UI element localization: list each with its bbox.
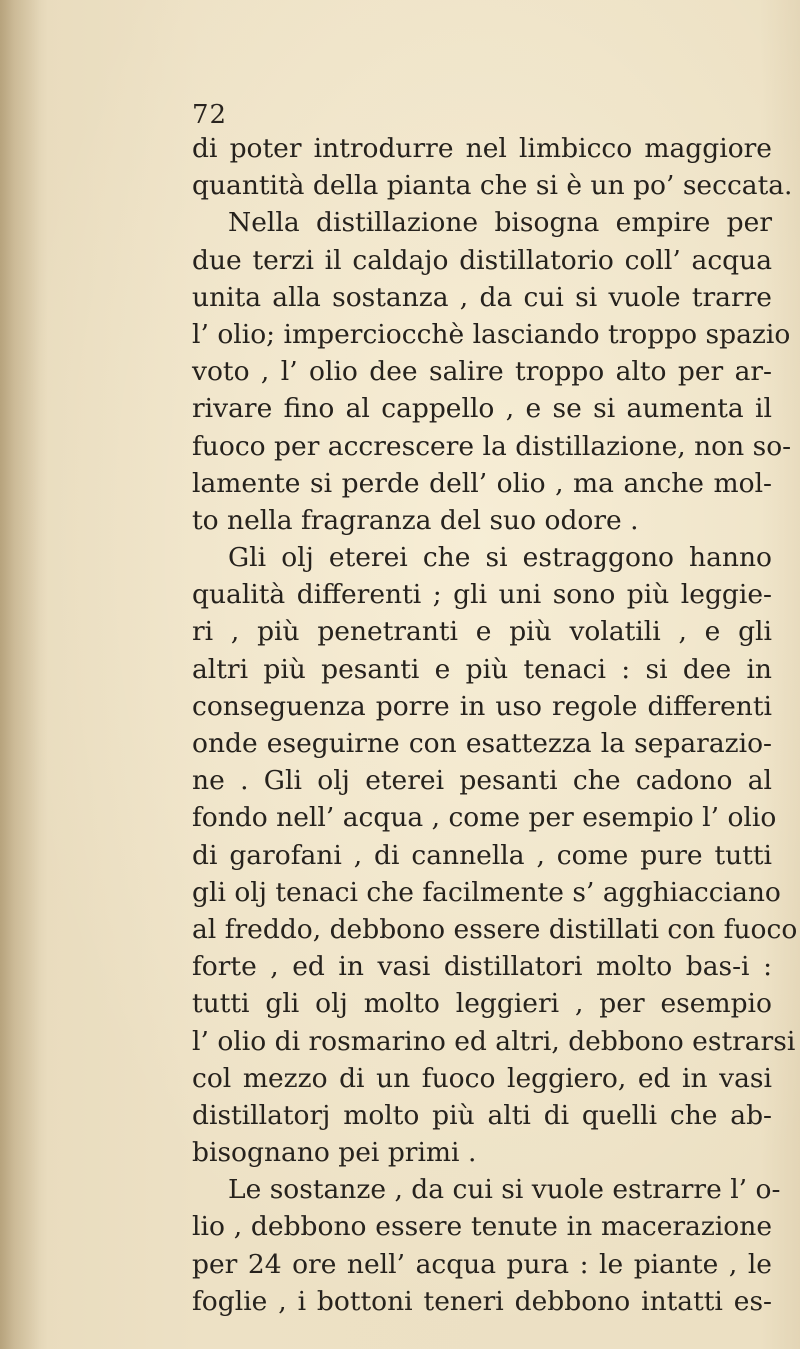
text-line: onde eseguirne con esattezza la separazio- bbox=[192, 728, 772, 759]
page-number: 72 bbox=[192, 100, 228, 130]
text-line: qualità differenti ; gli uni sono più leggie- bbox=[192, 579, 772, 611]
text-line: distillatorj molto più alti di quelli che ab- bbox=[192, 1099, 772, 1131]
text-line: di poter introdurre nel limbicco maggiore bbox=[192, 133, 772, 164]
text-line: per 24 ore nell’ acqua pura : le piante , le bbox=[192, 1248, 772, 1280]
text-line: altri più pesanti e più tenaci : si dee in bbox=[192, 653, 772, 685]
text-line: lamente si perde dell’ olio , ma anche mol- bbox=[192, 467, 772, 499]
text-line: forte , ed in vasi distillatori molto bas-i : bbox=[192, 951, 772, 983]
text-line: Nella distillazione bisogna empire per bbox=[228, 207, 772, 239]
text-line: due terzi il caldajo distillatorio coll’ acqua bbox=[192, 244, 772, 276]
text-line: foglie , i bottoni teneri debbono intatti es- bbox=[192, 1285, 772, 1317]
text-line: l’ olio di rosmarino ed altri, debbono estrarsi bbox=[192, 1025, 796, 1057]
text-line: conseguenza porre in uso regole differenti bbox=[192, 690, 772, 722]
text-line: to nella fragranza del suo odore . bbox=[192, 504, 639, 536]
text-line: tutti gli olj molto leggieri , per esempio bbox=[192, 988, 772, 1020]
body-text bbox=[192, 130, 798, 1320]
text-line: al freddo, debbono essere distillati con fuoco bbox=[192, 913, 798, 945]
text-line: gli olj tenaci che facilmente s’ agghiacciano bbox=[192, 876, 781, 908]
text-line: ri , più penetranti e più volatili , e gli bbox=[192, 616, 772, 648]
text-line: rivare fino al cappello , e se si aumenta il bbox=[192, 393, 772, 425]
text-line: col mezzo di un fuoco leggiero, ed in vasi bbox=[192, 1062, 772, 1094]
page-gutter-shadow bbox=[0, 0, 48, 1349]
text-line: quantità della pianta che si è un po’ seccata. bbox=[192, 170, 793, 202]
text-line: lio , debbono essere tenute in macerazione bbox=[192, 1211, 772, 1243]
text-line: fuoco per accrescere la distillazione, non so- bbox=[192, 430, 792, 462]
text-line: ne . Gli olj eterei pesanti che cadono al bbox=[192, 765, 772, 797]
text-line: bisognano pei primi . bbox=[192, 1137, 477, 1169]
text-line: Le sostanze , da cui si vuole estrarre l’ o- bbox=[228, 1174, 781, 1206]
text-line: unita alla sostanza , da cui si vuole trarre bbox=[192, 281, 772, 313]
text-line: di garofani , di cannella , come pure tutti bbox=[192, 839, 772, 871]
text-line: Gli olj eterei che si estraggono hanno bbox=[228, 542, 772, 574]
text-line: voto , l’ olio dee salire troppo alto per ar- bbox=[192, 356, 772, 388]
text-line: l’ olio; imperciocchè lasciando troppo spazio bbox=[192, 318, 791, 350]
text-line: fondo nell’ acqua , come per esempio l’ olio bbox=[192, 802, 777, 834]
